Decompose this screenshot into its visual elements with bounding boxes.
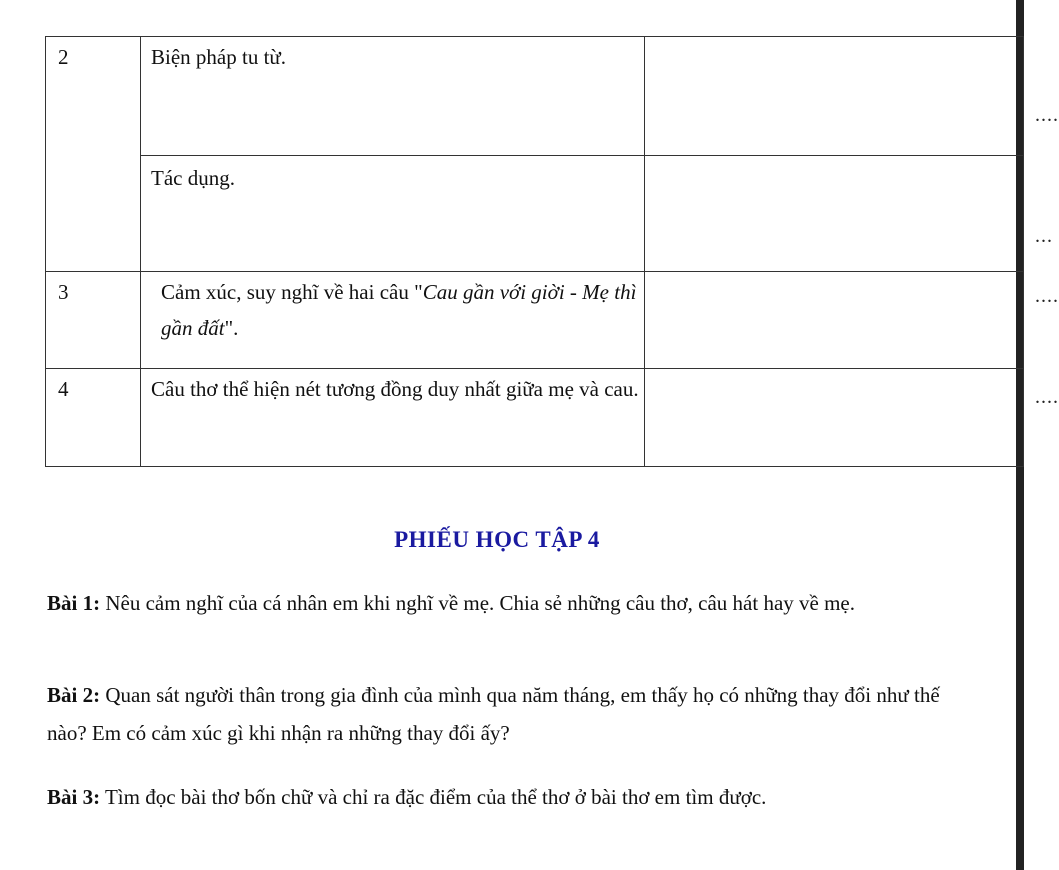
row-number-cell <box>46 272 141 369</box>
answer-cell: .... <box>645 37 1024 156</box>
exercise-label: Bài 1: <box>47 591 101 615</box>
question-cell <box>141 272 645 369</box>
row-number: 4 <box>58 377 69 401</box>
exercise-2 <box>47 676 977 752</box>
exercise-text: Nêu cảm nghĩ của cá nhân em khi nghĩ về mẹ. Chia sẻ những câu thơ, câu hát hay về mẹ. <box>100 591 856 615</box>
question-cell <box>141 369 645 467</box>
worksheet-title: PHIẾU HỌC TẬP 4 <box>394 527 600 552</box>
exercise-text: Tìm đọc bài thơ bốn chữ và chỉ ra đặc điểm của thể thơ ở bài thơ em tìm được. <box>100 785 767 809</box>
question-cell <box>141 156 645 272</box>
exercise-3 <box>47 778 977 816</box>
question-text: Câu thơ thể hiện nét tương đồng duy nhất giữa mẹ và cau. <box>151 377 639 401</box>
question-text <box>151 274 644 346</box>
row-number: 2 <box>58 45 69 69</box>
exercise-1 <box>47 584 977 622</box>
exercise-text: Quan sát người thân trong gia đình của mình qua năm tháng, em thấy họ có những thay đổi như thế nào? Em có cảm xúc gì khi nhận ra những thay đổi ấy? <box>47 683 940 745</box>
question-text: Tác dụng. <box>151 166 235 190</box>
answer-cell: .... <box>645 369 1024 467</box>
question-text: Biện pháp tu từ. <box>151 45 287 69</box>
question-text-part: Cảm xúc, suy nghĩ về hai câu " <box>161 280 423 304</box>
question-text-part: ". <box>224 316 239 340</box>
table-row <box>46 37 1024 156</box>
row-number-cell <box>46 369 141 467</box>
answer-cell: .... <box>645 272 1024 369</box>
exercise-label: Bài 3: <box>47 785 101 809</box>
answer-cell: ... <box>645 156 1024 272</box>
row-number: 3 <box>58 280 69 304</box>
table-row <box>46 272 1024 369</box>
exercise-label: Bài 2: <box>47 683 101 707</box>
table-row <box>46 156 1024 272</box>
quoted-verse: Cau gần với giời - Mẹ thì gần đất <box>161 280 637 340</box>
answer-table <box>45 36 1059 467</box>
question-cell <box>141 37 645 156</box>
row-number-cell <box>46 37 141 272</box>
table-row <box>46 369 1024 467</box>
